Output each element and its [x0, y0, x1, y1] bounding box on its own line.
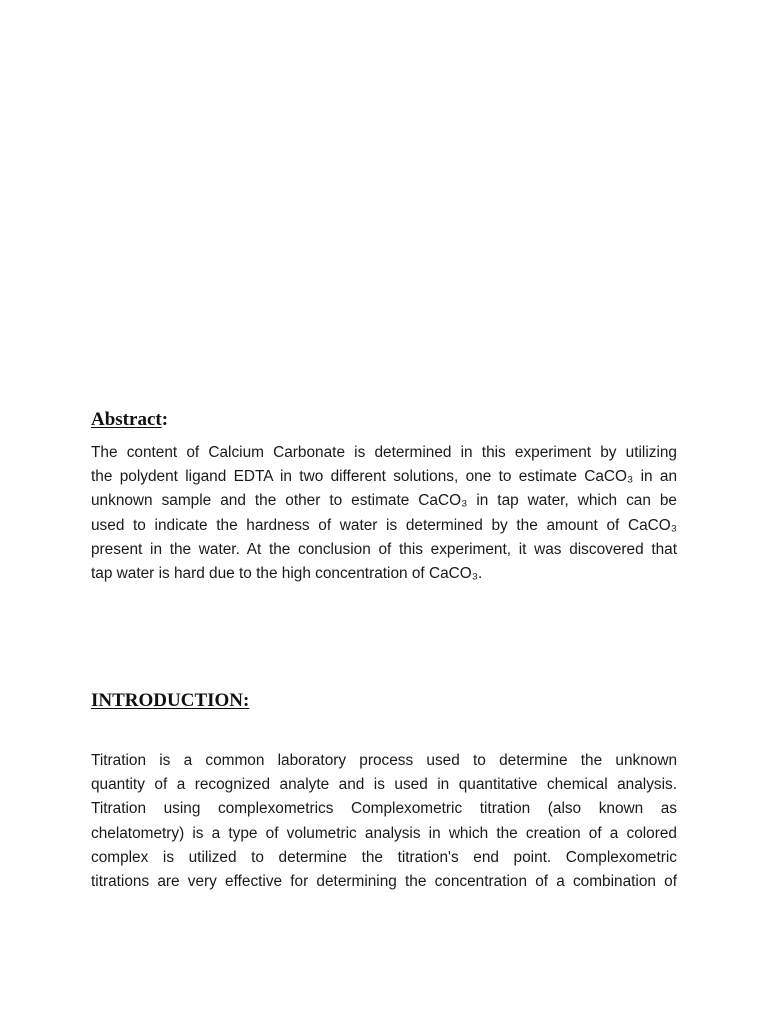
introduction-paragraph: [91, 749, 677, 894]
abstract-heading-text: Abstract: [91, 409, 162, 430]
introduction-line: Titration is a common laboratory process used to determine the unknown: [91, 752, 677, 769]
abstract-line: tap water is hard due to the high concentration of CaCO₃.: [91, 565, 483, 583]
introduction-line: Titration using complexometrics Complexometric titration (also known as: [91, 800, 677, 818]
introduction-line: titrations are very effective for determining the concentration of a combination of: [91, 873, 677, 891]
introduction-line: chelatometry) is a type of volumetric analysis in which the creation of a colored: [91, 824, 677, 842]
introduction-heading: [91, 690, 249, 712]
abstract-heading-colon: :: [161, 409, 169, 430]
abstract-line: used to indicate the hardness of water is determined by the amount of CaCO₃: [91, 516, 677, 534]
introduction-heading-text: INTRODUCTION:: [91, 690, 250, 711]
abstract-line: The content of Calcium Carbonate is determined in this experiment by utilizing: [91, 444, 677, 461]
introduction-line: quantity of a recognized analyte and is used in quantitative chemical analysis.: [91, 776, 677, 794]
abstract-line: the polydent ligand EDTA in two different solutions, one to estimate CaCO₃ in an: [91, 468, 677, 486]
abstract-line: present in the water. At the conclusion of this experiment, it was discovered that: [91, 540, 677, 558]
introduction-line: complex is utilized to determine the titration's end point. Complexometric: [91, 848, 677, 866]
abstract-line: unknown sample and the other to estimate CaCO₃ in tap water, which can be: [91, 492, 677, 510]
abstract-paragraph: [91, 441, 677, 586]
abstract-heading: [91, 409, 168, 431]
